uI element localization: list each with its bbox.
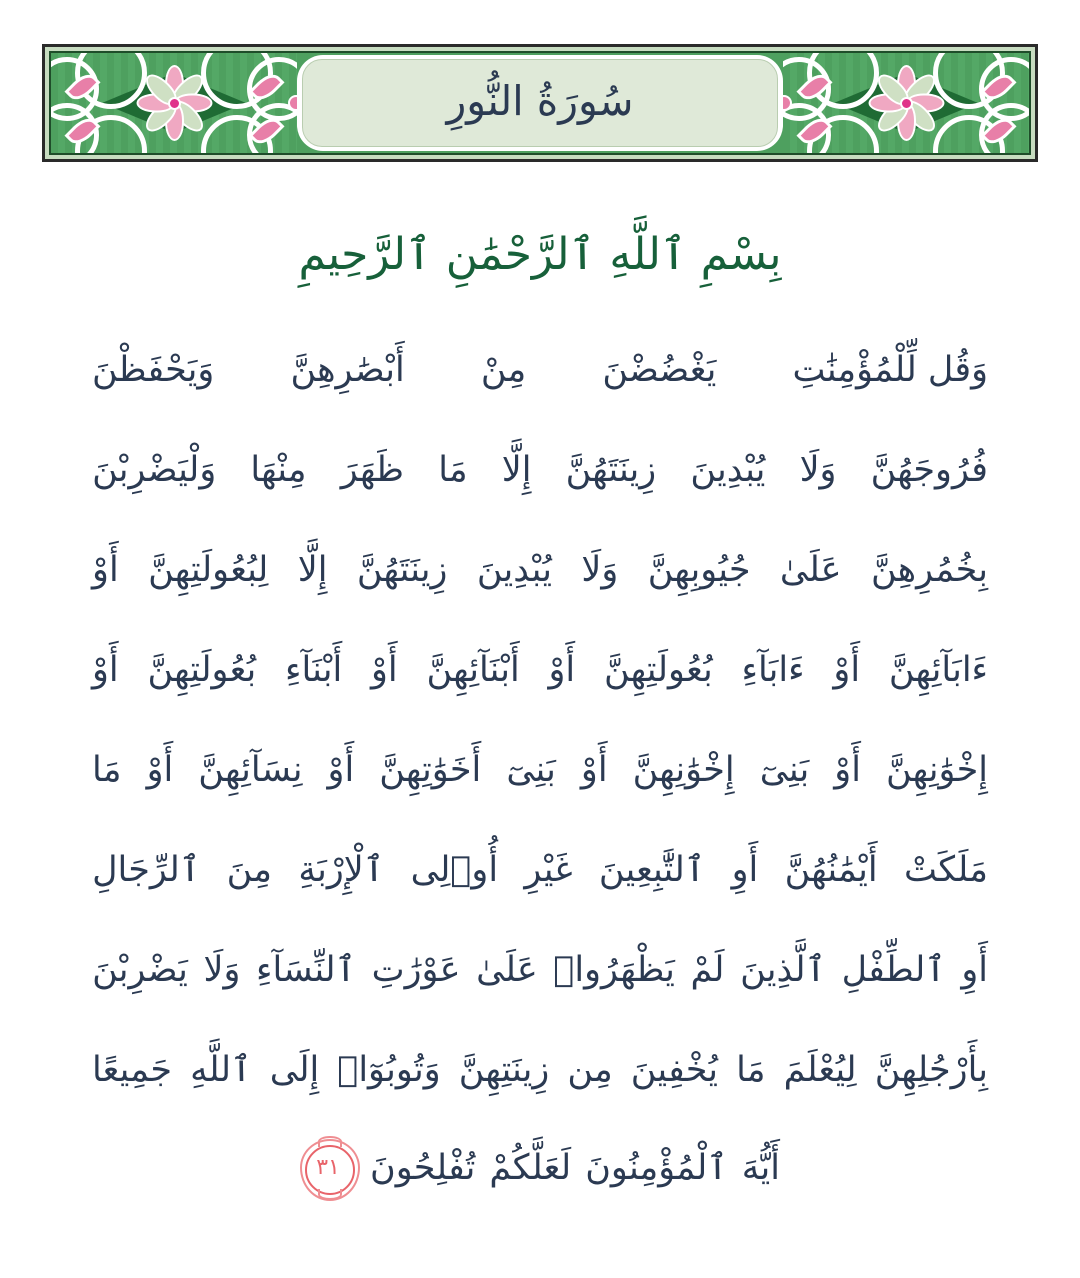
ayah-line xyxy=(92,820,988,920)
ayah-word: ءَابَآئِهِنَّ xyxy=(888,649,988,690)
cartouche-field xyxy=(302,59,778,147)
ayah-line xyxy=(92,720,988,820)
ayah-word: ظَهَرَ xyxy=(340,449,405,490)
ayah-word: لَعَلَّكُمْ xyxy=(489,1147,572,1188)
ayah-word: مِنَ xyxy=(226,849,273,890)
ayah-word: مَا xyxy=(92,749,122,790)
ayah-word: يَغْضُضْنَ xyxy=(602,349,717,390)
ornament-panel-right xyxy=(783,53,1029,153)
ayah-word: وَيَحْفَظْنَ xyxy=(92,349,215,390)
ayah-word: وَلَا xyxy=(203,949,241,990)
ayah-word: لِيُعْلَمَ xyxy=(783,1049,857,1090)
ayah-word: زِينَتَهُنَّ xyxy=(356,549,448,590)
marker-finial-bottom-icon xyxy=(318,1189,342,1200)
surah-header-banner xyxy=(42,44,1038,162)
ayah-word: تُفْلِحُونَ xyxy=(370,1147,476,1188)
ayah-word: إِلَّا xyxy=(297,549,328,590)
ayah-word: أَخَوَٰتِهِنَّ xyxy=(379,749,482,790)
banner-inner-frame xyxy=(49,51,1031,155)
ayah-word: أَوْ xyxy=(834,749,861,790)
ayah-word: يَظْهَرُوا۟ xyxy=(553,949,675,990)
ayah-word: أَوْ xyxy=(92,649,119,690)
ayah-number-marker xyxy=(300,1138,356,1198)
ayah-word: جَمِيعًا xyxy=(92,1049,172,1090)
ayah-word: وَلَا xyxy=(799,449,837,490)
ayah-line xyxy=(92,920,988,1020)
ayah-word: لِبُعُولَتِهِنَّ xyxy=(148,549,269,590)
ayah-word: أَوْ xyxy=(92,549,119,590)
connector-bead xyxy=(288,95,297,111)
ayah-word: يُبْدِينَ xyxy=(476,549,552,590)
ayah-word: أَوْ xyxy=(548,649,576,690)
ayah-word: أَبْنَآءِ xyxy=(285,649,343,690)
ayah-word: إِلَّا xyxy=(501,449,532,490)
ayah-word: أَوْ xyxy=(833,649,861,690)
ayah-word: ٱلْإِرْبَةِ xyxy=(298,849,385,890)
ayah-word: وَقُل لِّلْمُؤْمِنَٰتِ xyxy=(792,349,988,390)
ayah-word: يُبْدِينَ xyxy=(690,449,766,490)
rosette-core xyxy=(900,97,913,110)
ayah-word: أَوْ xyxy=(371,649,398,690)
ayah-word: وَتُوبُوٓا۟ xyxy=(337,1049,441,1090)
ayah-word: مِنْهَا xyxy=(250,449,307,490)
ayah-word: مَا xyxy=(438,449,468,490)
ayah-word: غَيْرِ xyxy=(524,849,573,890)
ayah-word: أُو۟لِى xyxy=(410,849,499,890)
ayah-word: يَضْرِبْنَ xyxy=(92,949,188,990)
ayah-word: أَوِ xyxy=(961,949,988,990)
ayah-word: بِأَرْجُلِهِنَّ xyxy=(874,1049,988,1090)
surah-title: سُورَةُ النُّورِ xyxy=(446,76,634,125)
ayah-line xyxy=(92,420,988,520)
ayah-word: ٱلْمُؤْمِنُونَ xyxy=(585,1147,728,1188)
ayah-word: مَا xyxy=(736,1049,766,1090)
ayah-word: أَيْمَٰنُهُنَّ xyxy=(784,849,878,890)
ayah-word: بَنِىٓ xyxy=(506,749,556,790)
bismillah-text: بِسْمِ ٱللَّهِ ٱلرَّحْمَٰنِ ٱلرَّحِيمِ xyxy=(298,228,782,280)
ayah-word: أَوْ xyxy=(146,749,174,790)
ayah-word: أَيُّهَ xyxy=(741,1147,781,1188)
ayah-word: ٱلتَّٰبِعِينَ xyxy=(598,849,706,890)
surah-name-cartouche xyxy=(297,55,783,151)
ayah-word: أَوِ xyxy=(731,849,759,890)
ayah-word: بُعُولَتِهِنَّ xyxy=(604,649,713,690)
ayah-word: بِخُمُرِهِنَّ xyxy=(871,549,988,590)
ayah-number: ٣١ xyxy=(316,1155,340,1180)
ayah-word: فُرُوجَهُنَّ xyxy=(870,449,988,490)
ayah-word: مِن xyxy=(567,1049,613,1090)
ayah-word: يُخْفِينَ xyxy=(630,1049,719,1090)
ayah-word: أَوْ xyxy=(327,749,355,790)
ayah-line xyxy=(92,620,988,720)
ayah-word: ٱلطِّفْلِ xyxy=(841,949,946,990)
ayah-word: وَلْيَضْرِبْنَ xyxy=(92,449,217,490)
ornament-panel-left xyxy=(51,53,297,153)
ayah-word: ٱلَّذِينَ xyxy=(740,949,827,990)
ayah-word: زِينَتِهِنَّ xyxy=(458,1049,550,1090)
ayah-word: وَلَا xyxy=(581,549,619,590)
marker-finial-top-icon xyxy=(318,1136,342,1147)
ayah-word: عَوْرَٰتِ xyxy=(371,949,461,990)
ayah-word: نِسَآئِهِنَّ xyxy=(198,749,303,790)
ayah-word: مِنْ xyxy=(480,349,527,390)
ayah-word: جُيُوبِهِنَّ xyxy=(647,549,751,590)
ayah-word: ٱلنِّسَآءِ xyxy=(255,949,357,990)
ayah-word: ٱللَّهِ xyxy=(190,1049,252,1090)
ayah-word: ءَابَآءِ xyxy=(741,649,805,690)
ayah-word: بَنِىٓ xyxy=(759,749,810,790)
ayah-word: بُعُولَتِهِنَّ xyxy=(147,649,257,690)
ayah-word: ٱلرِّجَالِ xyxy=(92,849,201,890)
ayah-word: أَبْصَٰرِهِنَّ xyxy=(290,349,405,390)
ayah-line xyxy=(92,1020,988,1120)
ayah-word: إِخْوَٰنِهِنَّ xyxy=(886,749,988,790)
ayah-word: عَلَىٰ xyxy=(476,949,538,990)
ayah-line xyxy=(92,1120,988,1216)
ayah-word: مَلَكَتْ xyxy=(903,849,988,890)
ayah-word: زِينَتَهُنَّ xyxy=(565,449,657,490)
rosette-core xyxy=(168,97,181,110)
ayah-word: أَبْنَآئِهِنَّ xyxy=(426,649,520,690)
ayah-line xyxy=(92,320,988,420)
ayah-line xyxy=(92,520,988,620)
ayah-word: أَوْ xyxy=(580,749,608,790)
ayah-word: لَمْ xyxy=(690,949,725,990)
ayah-word: عَلَىٰ xyxy=(779,549,842,590)
ayah-word: إِخْوَٰنِهِنَّ xyxy=(632,749,735,790)
verse-text-block xyxy=(92,320,988,1216)
ayah-word: إِلَى xyxy=(269,1049,320,1090)
